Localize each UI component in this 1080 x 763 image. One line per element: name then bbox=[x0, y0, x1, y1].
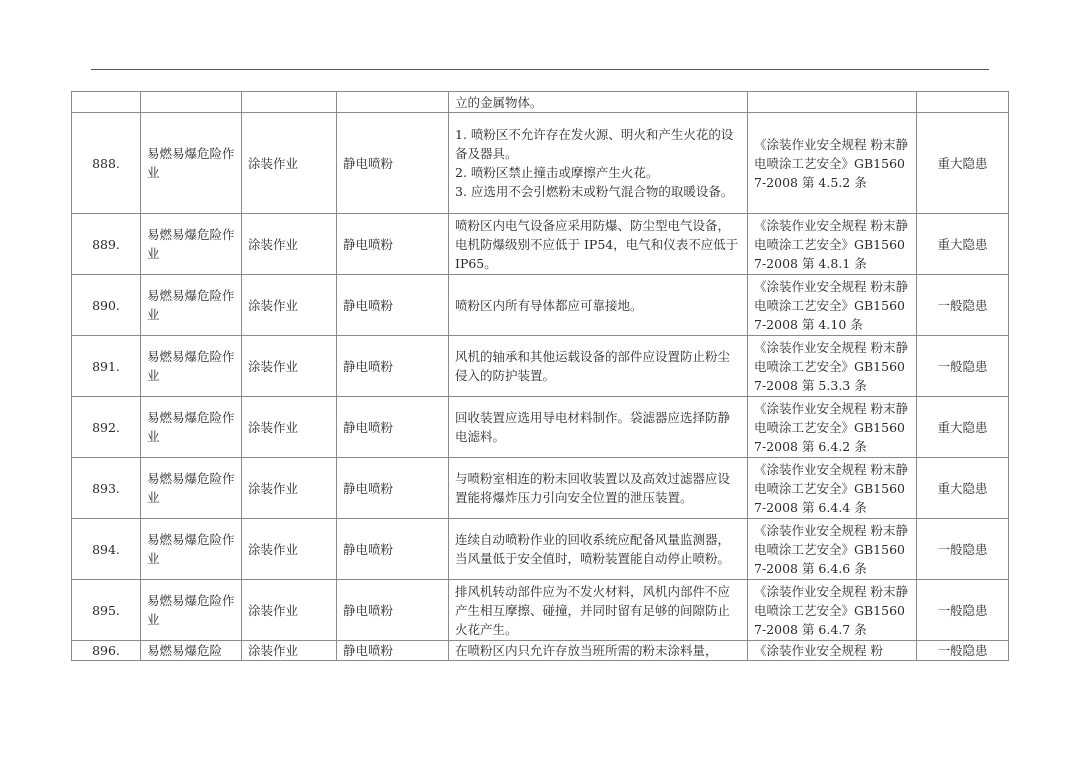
hazard-table bbox=[71, 91, 1009, 661]
cell-basis: 《涂装作业安全规程 粉末静电喷涂工艺安全》GB15607-2008 第 6.4.4 条 bbox=[748, 458, 917, 519]
cell-severity: 重大隐患 bbox=[917, 214, 1009, 275]
table-row bbox=[72, 336, 1009, 397]
table-row bbox=[72, 519, 1009, 580]
cell-content: 喷粉区内所有导体都应可靠接地。 bbox=[449, 275, 748, 336]
cell-empty bbox=[242, 92, 337, 113]
cell-category: 易燃易爆危险作业 bbox=[141, 113, 242, 214]
cell-number: 889. bbox=[72, 214, 141, 275]
cell-operation: 涂装作业 bbox=[242, 580, 337, 641]
cell-subtype: 静电喷粉 bbox=[337, 458, 449, 519]
cell-number: 888. bbox=[72, 113, 141, 214]
cell-content: 喷粉区内电气设备应采用防爆、防尘型电气设备，电机防爆级别不应低于 IP54，电气和仪表不应低于 IP65。 bbox=[449, 214, 748, 275]
table-row bbox=[72, 458, 1009, 519]
cell-severity: 一般隐患 bbox=[917, 519, 1009, 580]
cell-empty bbox=[748, 92, 917, 113]
cell-basis: 《涂装作业安全规程 粉末静电喷涂工艺安全》GB15607-2008 第 5.3.3 条 bbox=[748, 336, 917, 397]
cell-category: 易燃易爆危险作业 bbox=[141, 397, 242, 458]
cell-operation: 涂装作业 bbox=[242, 458, 337, 519]
cell-basis: 《涂装作业安全规程 粉末静电喷涂工艺安全》GB15607-2008 第 4.5.2 条 bbox=[748, 113, 917, 214]
cell-subtype: 静电喷粉 bbox=[337, 336, 449, 397]
cell-content: 连续自动喷粉作业的回收系统应配备风量监测器，当风量低于安全值时，喷粉装置能自动停止喷粉。 bbox=[449, 519, 748, 580]
cell-basis: 《涂装作业安全规程 粉末静电喷涂工艺安全》GB15607-2008 第 4.8.1 条 bbox=[748, 214, 917, 275]
continuation-row bbox=[72, 92, 1009, 113]
cell-severity: 重大隐患 bbox=[917, 113, 1009, 214]
table-row bbox=[72, 641, 1009, 661]
cell-content: 1. 喷粉区不允许存在发火源、明火和产生火花的设备及器具。 2. 喷粉区禁止撞击或摩擦产生火花。 3. 应选用不会引燃粉末或粉气混合物的取暖设备。 bbox=[449, 113, 748, 214]
cell-severity: 一般隐患 bbox=[917, 641, 1009, 661]
cell-operation: 涂装作业 bbox=[242, 214, 337, 275]
table-row bbox=[72, 113, 1009, 214]
cell-number: 890. bbox=[72, 275, 141, 336]
cell-operation: 涂装作业 bbox=[242, 397, 337, 458]
cell-subtype: 静电喷粉 bbox=[337, 397, 449, 458]
cell-number: 893. bbox=[72, 458, 141, 519]
cell-subtype: 静电喷粉 bbox=[337, 275, 449, 336]
cell-content: 立的金属物体。 bbox=[449, 92, 748, 113]
cell-content: 与喷粉室相连的粉末回收装置以及高效过滤器应设置能将爆炸压力引向安全位置的泄压装置。 bbox=[449, 458, 748, 519]
cell-operation: 涂装作业 bbox=[242, 336, 337, 397]
cell-category: 易燃易爆危险作业 bbox=[141, 214, 242, 275]
cell-category: 易燃易爆危险作业 bbox=[141, 458, 242, 519]
cell-basis: 《涂装作业安全规程 粉末静电喷涂工艺安全》GB15607-2008 第 6.4.6 条 bbox=[748, 519, 917, 580]
cell-severity: 一般隐患 bbox=[917, 275, 1009, 336]
cell-subtype: 静电喷粉 bbox=[337, 580, 449, 641]
cell-severity: 重大隐患 bbox=[917, 397, 1009, 458]
cell-basis: 《涂装作业安全规程 粉 bbox=[748, 641, 917, 661]
cell-content: 排风机转动部件应为不发火材料，风机内部件不应产生相互摩擦、碰撞，并同时留有足够的间隙防止火花产生。 bbox=[449, 580, 748, 641]
cell-number: 895. bbox=[72, 580, 141, 641]
cell-basis: 《涂装作业安全规程 粉末静电喷涂工艺安全》GB15607-2008 第 6.4.7 条 bbox=[748, 580, 917, 641]
cell-category: 易燃易爆危险作业 bbox=[141, 580, 242, 641]
cell-empty bbox=[141, 92, 242, 113]
cell-empty bbox=[72, 92, 141, 113]
table-row bbox=[72, 275, 1009, 336]
cell-operation: 涂装作业 bbox=[242, 275, 337, 336]
page-header-rule bbox=[91, 69, 989, 70]
cell-category: 易燃易爆危险作业 bbox=[141, 275, 242, 336]
cell-category: 易燃易爆危险作业 bbox=[141, 519, 242, 580]
cell-content: 回收装置应选用导电材料制作。袋滤器应选择防静电滤料。 bbox=[449, 397, 748, 458]
cell-basis: 《涂装作业安全规程 粉末静电喷涂工艺安全》GB15607-2008 第 4.10 条 bbox=[748, 275, 917, 336]
cell-number: 891. bbox=[72, 336, 141, 397]
cell-operation: 涂装作业 bbox=[242, 519, 337, 580]
cell-subtype: 静电喷粉 bbox=[337, 214, 449, 275]
cell-empty bbox=[337, 92, 449, 113]
cell-content: 风机的轴承和其他运载设备的部件应设置防止粉尘侵入的防护装置。 bbox=[449, 336, 748, 397]
cell-basis: 《涂装作业安全规程 粉末静电喷涂工艺安全》GB15607-2008 第 6.4.2 条 bbox=[748, 397, 917, 458]
cell-content: 在喷粉区内只允许存放当班所需的粉末涂料量， bbox=[449, 641, 748, 661]
cell-severity: 一般隐患 bbox=[917, 580, 1009, 641]
table-row bbox=[72, 397, 1009, 458]
cell-subtype: 静电喷粉 bbox=[337, 641, 449, 661]
table-row bbox=[72, 214, 1009, 275]
cell-number: 892. bbox=[72, 397, 141, 458]
cell-severity: 重大隐患 bbox=[917, 458, 1009, 519]
cell-category: 易燃易爆危险作业 bbox=[141, 336, 242, 397]
cell-operation: 涂装作业 bbox=[242, 641, 337, 661]
cell-subtype: 静电喷粉 bbox=[337, 519, 449, 580]
cell-operation: 涂装作业 bbox=[242, 113, 337, 214]
cell-category: 易燃易爆危险 bbox=[141, 641, 242, 661]
table-row bbox=[72, 580, 1009, 641]
cell-empty bbox=[917, 92, 1009, 113]
cell-severity: 一般隐患 bbox=[917, 336, 1009, 397]
cell-subtype: 静电喷粉 bbox=[337, 113, 449, 214]
cell-number: 896. bbox=[72, 641, 141, 661]
cell-number: 894. bbox=[72, 519, 141, 580]
